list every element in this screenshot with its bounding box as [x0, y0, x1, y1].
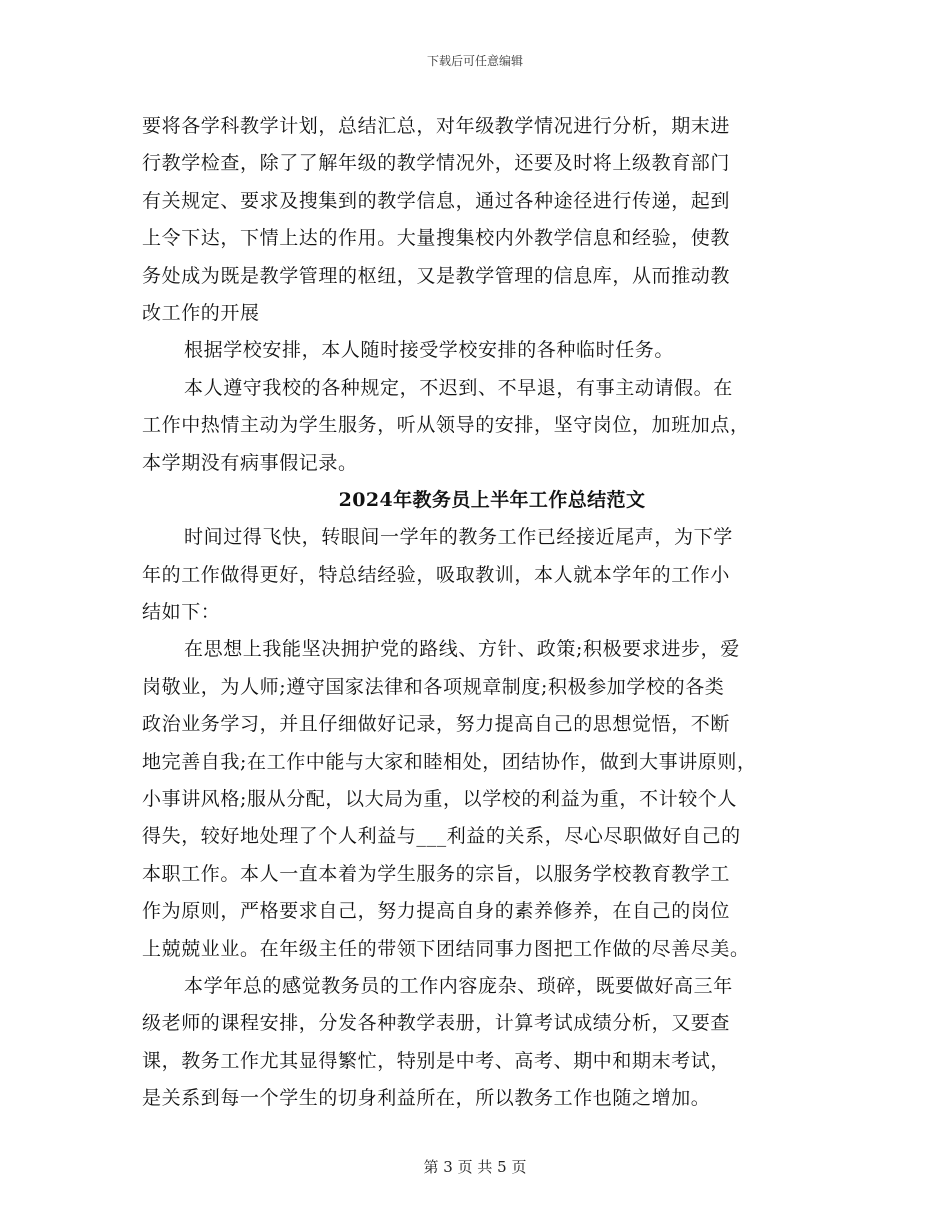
body-line: 政治业务学习，并且仔细做好记录，努力提高自己的思想觉悟，不断: [142, 713, 731, 736]
body-line: 务处成为既是教学管理的枢纽，又是教学管理的信息库，从而推动教: [142, 264, 731, 287]
body-line: 行教学检查，除了了解年级的教学情况外，还要及时将上级教育部门: [142, 152, 731, 175]
body-line: 小事讲风格;服从分配，以大局为重，以学校的利益为重，不计较个人: [142, 788, 738, 811]
body-line: 本职工作。本人一直本着为学生服务的宗旨，以服务学校教育教学工: [142, 862, 731, 885]
page-footer: 第 3 页 共 5 页: [423, 1158, 527, 1176]
body-line: 本学期没有病事假记录。: [142, 451, 358, 474]
body-line: 本学年总的感觉教务员的工作内容庞杂、琐碎，既要做好高三年: [184, 974, 733, 997]
document-body: [142, 108, 812, 1118]
body-line: 得失，较好地处理了个人利益与___利益的关系，尽心尽职做好自己的: [142, 825, 741, 848]
body-line: 岗敬业，为人师;遵守国家法律和各项规章制度;积极参加学校的各类: [142, 675, 725, 698]
section-title: 2024年教务员上半年工作总结范文: [338, 488, 646, 511]
body-line: 地完善自我;在工作中能与大家和睦相处，团结协作，做到大事讲原则，: [142, 750, 757, 773]
body-line: 作为原则，严格要求自己，努力提高自身的素养修养，在自己的岗位: [142, 900, 731, 923]
body-line: 本人遵守我校的各种规定，不迟到、不早退，有事主动请假。在: [184, 376, 733, 399]
body-line: 时间过得飞快，转眼间一学年的教务工作已经接近尾声，为下学: [184, 526, 733, 549]
body-line: 要将各学科教学计划，总结汇总，对年级教学情况进行分析，期末进: [142, 115, 731, 137]
body-line: 在思想上我能坚决拥护党的路线、方针、政策;积极要求进步，爱: [184, 638, 740, 661]
body-line: 课，教务工作尤其显得繁忙，特别是中考、高考、期中和期末考试，: [142, 1049, 731, 1072]
body-line: 改工作的开展: [142, 301, 260, 324]
body-line: 上兢兢业业。在年级主任的带领下团结同事力图把工作做的尽善尽美。: [142, 937, 750, 960]
body-line: 工作中热情主动为学生服务，听从领导的安排，坚守岗位，加班加点，: [142, 414, 750, 437]
body-line: 根据学校安排，本人随时接受学校安排的各种临时任务。: [184, 339, 675, 362]
body-line: 有关规定、要求及搜集到的教学信息，通过各种途径进行传递，起到: [142, 189, 731, 212]
body-line: 级老师的课程安排，分发各种教学表册，计算考试成绩分析，又要查: [142, 1012, 731, 1035]
body-line: 是关系到每一个学生的切身利益所在，所以教务工作也随之增加。: [142, 1087, 711, 1110]
body-line: 结如下：: [142, 601, 221, 624]
body-line: 上令下达，下情上达的作用。大量搜集校内外教学信息和经验，使教: [142, 227, 731, 250]
page-header: 下载后可任意编辑: [426, 54, 523, 68]
body-line: 年的工作做得更好，特总结经验，吸取教训，本人就本学年的工作小: [142, 563, 731, 586]
